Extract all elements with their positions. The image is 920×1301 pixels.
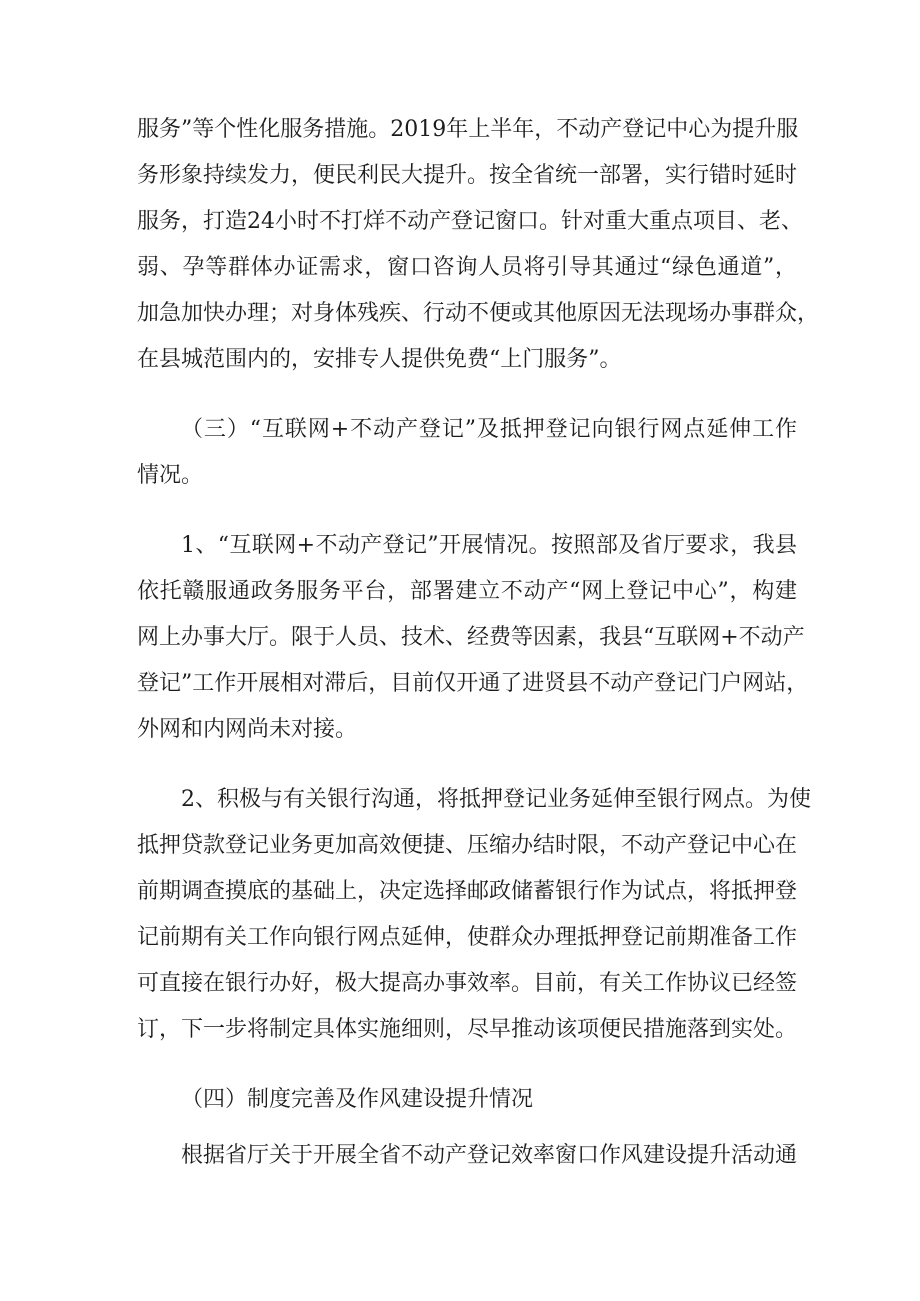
item1-line-2: 依托赣服通政务服务平台，部署建立不动产“网上登记中心”，构建 (137, 579, 797, 604)
item2-line-6: 订，下一步将制定具体实施细则，尽早推动该项便民措施落到实处。 (137, 1017, 798, 1042)
para1-line-3: 服务，打造24小时不打烊不动产登记窗口。针对重大重点项目、老、 (137, 209, 803, 234)
item2-line-3: 前期调查摸底的基础上，决定选择邮政储蓄银行作为试点，将抵押登 (137, 879, 798, 904)
item2-line-4: 记前期有关工作向银行网点延伸，使群众办理抵押登记前期准备工作 (137, 925, 798, 950)
para1-line-2: 务形象持续发力，便民利民大提升。按全省统一部署，实行错时延时 (137, 163, 798, 188)
heading4-line-1: （四）制度完善及作风建设提升情况 (181, 1087, 534, 1112)
item1-line-4: 登记”工作开展相对滞后，目前仅开通了进贤县不动产登记门户网站， (137, 671, 809, 696)
para1-line-1: 服务”等个性化服务措施。2019年上半年，不动产登记中心为提升服 (137, 117, 799, 142)
item1-line-5: 外网和内网尚未对接。 (137, 717, 358, 742)
heading3-line-2: 情况。 (137, 463, 204, 488)
para1-line-4: 弱、孕等群体办证需求，窗口咨询人员将引导其通过“绿色通道”， (137, 255, 797, 280)
para-last-line-1: 根据省厅关于开展全省不动产登记效率窗口作风建设提升活动通 (181, 1143, 798, 1168)
para1-line-5: 加急加快办理；对身体残疾、行动不便或其他原因无法现场办事群众， (137, 301, 820, 326)
item1-line-3: 网上办事大厅。限于人员、技术、经费等因素，我县“互联网+不动产 (137, 625, 805, 650)
item2-line-1: 2、积极与有关银行沟通，将抵押登记业务延伸至银行网点。为使 (181, 787, 811, 812)
para1-line-6: 在县城范围内的，安排专人提供免费“上门服务”。 (137, 347, 622, 372)
item2-line-5: 可直接在银行办好，极大提高办事效率。目前，有关工作协议已经签 (137, 971, 798, 996)
item1-line-1: 1、“互联网+不动产登记”开展情况。按照部及省厅要求，我县 (181, 533, 797, 558)
item2-line-2: 抵押贷款登记业务更加高效便捷、压缩办结时限，不动产登记中心在 (137, 833, 798, 858)
heading3-line-1: （三）“互联网+不动产登记”及抵押登记向银行网点延伸工作 (181, 417, 797, 442)
